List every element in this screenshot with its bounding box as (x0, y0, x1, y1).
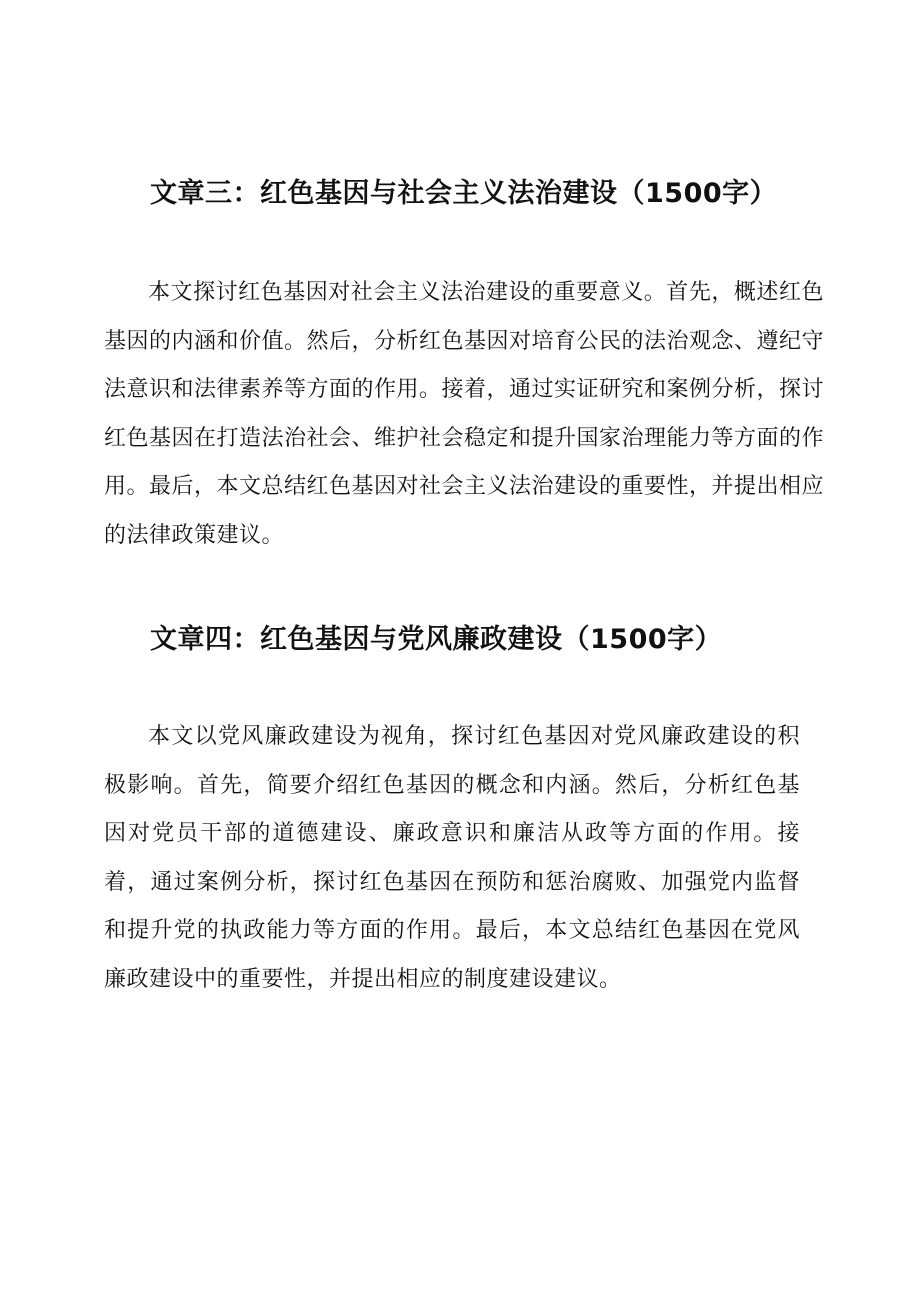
section-heading-article-3: 文章三：红色基因与社会主义法治建设（1500字） (150, 178, 778, 209)
section-body-article-3: 本文探讨红色基因对社会主义法治建设的重要意义。首先，概述红色基因的内涵和价值。然后，分析红色基因对培育公民的法治观念、遵纪守法意识和法律素养等方面的作用。接着，通过实证研究和案例分析，探讨红色基因在打造法治社会、维护社会稳定和提升国家治理能力等方面的作用。最后，本文总结红色基因对社会主义法治建设的重要性，并提出相应的法律政策建议。 (104, 280, 825, 548)
section-heading-article-4: 文章四：红色基因与党风廉政建设（1500字） (150, 624, 723, 655)
section-body-article-4: 本文以党风廉政建设为视角，探讨红色基因对党风廉政建设的积极影响。首先，简要介绍红色基因的概念和内涵。然后，分析红色基因对党员干部的道德建设、廉政意识和廉洁从政等方面的作用。接着，通过案例分析，探讨红色基因在预防和惩治腐败、加强党内监督和提升党的执政能力等方面的作用。最后，本文总结红色基因在党风廉政建设中的重要性，并提出相应的制度建设建议。 (104, 724, 800, 992)
